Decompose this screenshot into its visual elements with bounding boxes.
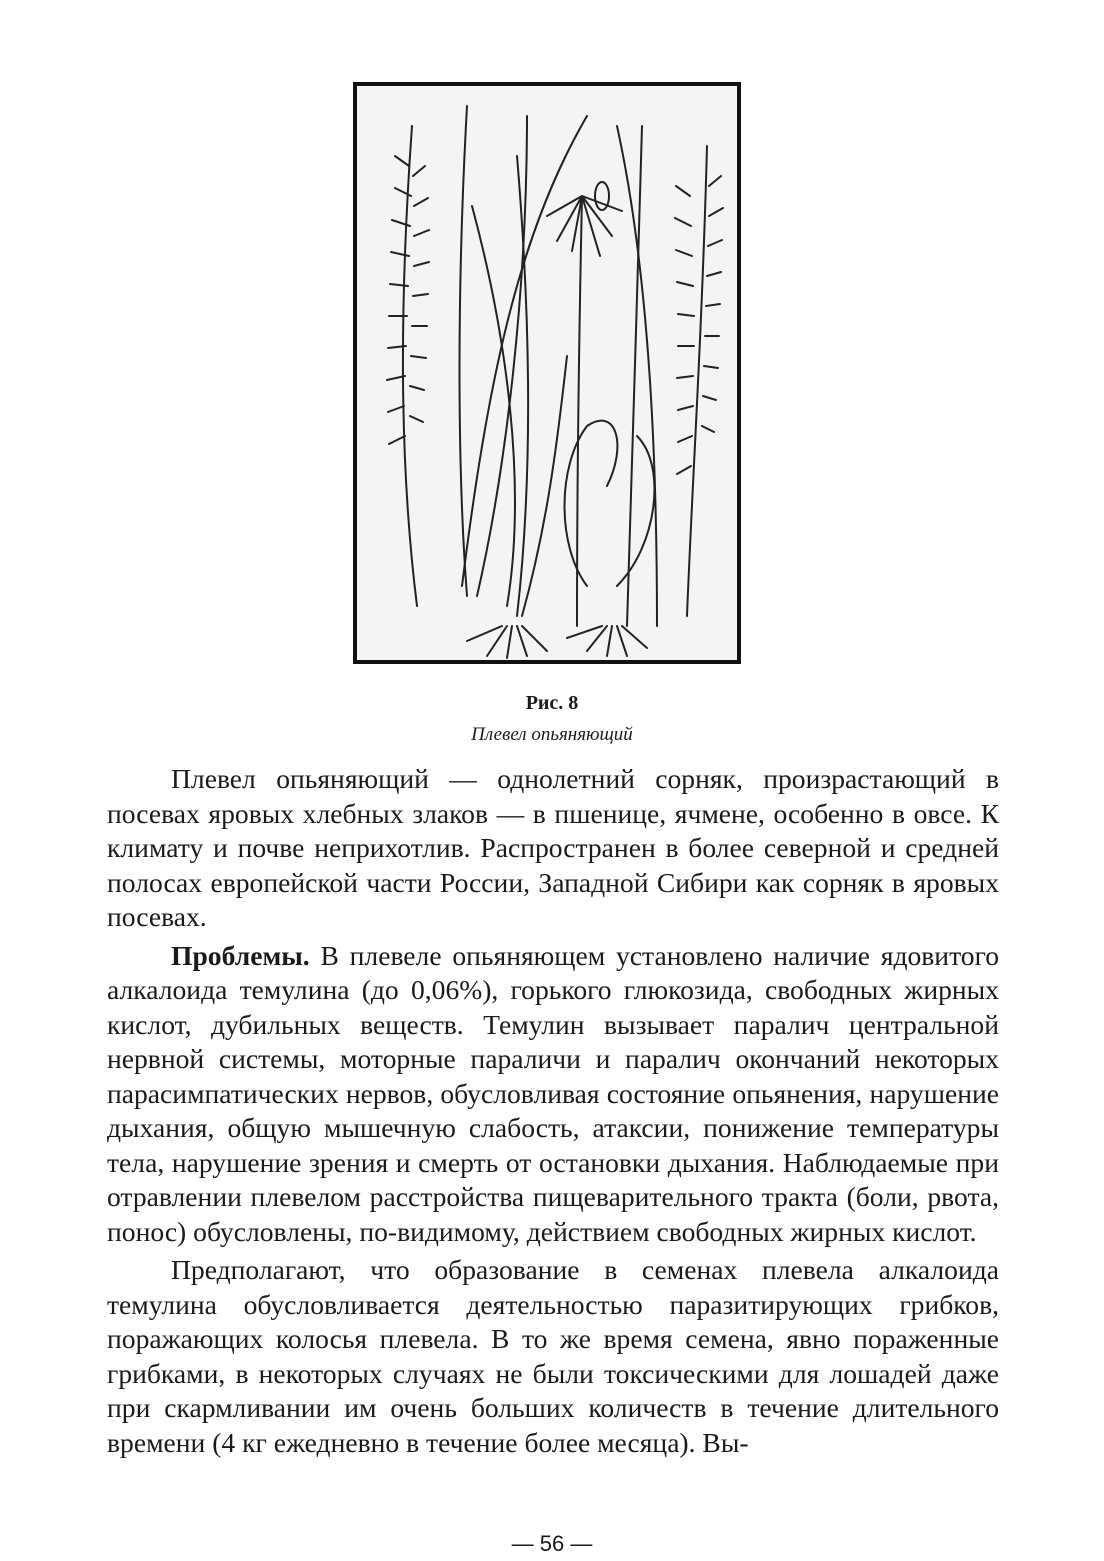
page-number: — 56 — [511,1531,593,1556]
figure-label: Рис. 8 [525,692,579,714]
paragraph-1-text: Плевел опьяняющий — однолетний сорняк, произрастающий в посевах яровых хлебных злаков — в пшенице, ячмене, особенно в овсе. К климату и почве неприхотлив. Распространен в более северной и средней полосах европейской части России, Западной Сибири как сорняк в яровых посевах. [107,763,999,932]
figure-caption: Плевел опьяняющий [471,724,633,745]
body-text [107,762,999,1464]
paragraph-3 [107,1253,999,1460]
paragraph-2 [107,939,999,1250]
figure-illustration [353,82,741,664]
paragraph-3-text: Предполагают, что образование в семенах плевела алкалоида темулина обусловливается деятельностью паразитирующих грибков, поражающих колосья плевела. В то же время семена, явно пораженные грибками, в некоторых случаях не были токсическими для лошадей даже при скармливании им очень больших количеств в течение длительного времени (4 кг ежедневно в течение более месяца). Вы- [107,1254,999,1458]
paragraph-2-text: В плевеле опьяняющем установлено наличие ядовитого алкалоида темулина (до 0,06%), горького глюкозида, свободных жирных кислот, дубильных веществ. Темулин вызывает паралич центральной нервной системы, моторные параличи и паралич окончаний некоторых парасимпатических нервов, обусловливая состояние опьянения, нарушение дыхания, общую мышечную слабость, атаксии, понижение температуры тела, нарушение зрения и смерть от остановки дыхания. Наблюдаемые при отравлении плевелом расстройства пищеварительного тракта (боли, рвота, понос) обусловлены, по-видимому, действием свободных жирных кислот. [107,939,999,1247]
paragraph-1 [107,762,999,935]
ryegrass-plant-illustration-icon [357,86,737,660]
paragraph-2-lead: Проблемы. [171,939,310,971]
